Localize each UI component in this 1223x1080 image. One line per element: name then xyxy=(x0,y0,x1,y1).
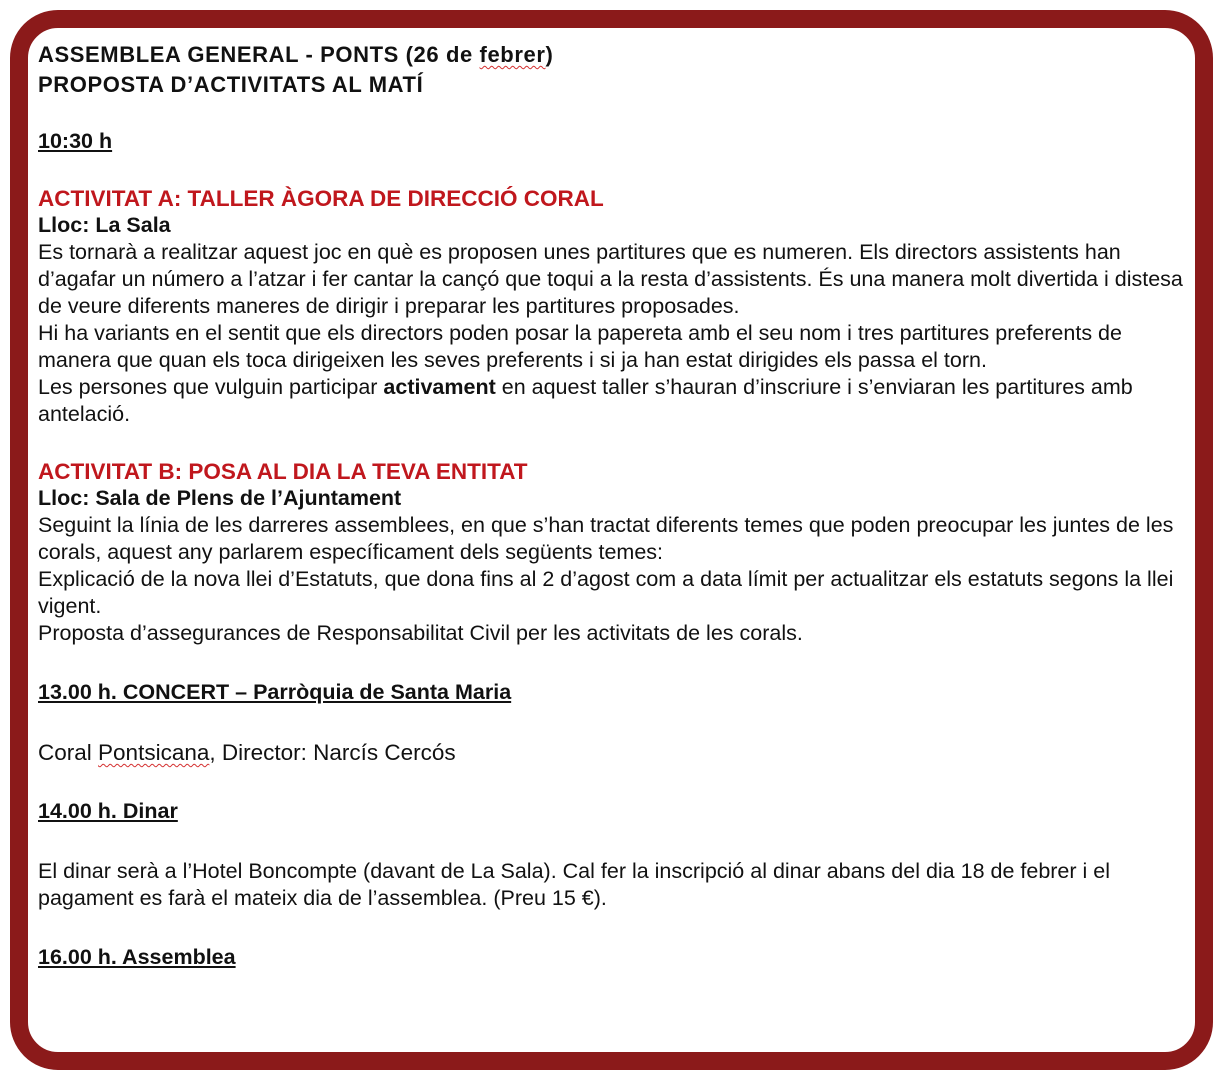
activity-a-paragraph-2: Hi ha variants en el sentit que els directors poden posar la papereta amb el seu nom i tres partitures preferents de manera que quan els toca dirigeixen les seves preferents i si ja han estat dirigides els passa el torn. xyxy=(38,321,1122,372)
activity-a-paragraph-3 xyxy=(38,374,1198,428)
concert-details xyxy=(38,739,1198,766)
concert-director: , Director: Narcís Cercós xyxy=(209,740,456,765)
document-content xyxy=(38,40,1198,971)
document-title xyxy=(38,40,1198,70)
title-suffix: ) xyxy=(545,42,554,67)
activity-b-title: ACTIVITAT B: POSA AL DIA LA TEVA ENTITAT xyxy=(38,459,528,484)
lunch-heading: 14.00 h. Dinar xyxy=(38,799,178,823)
activity-a-place: Lloc: La Sala xyxy=(38,213,171,237)
para3-after: en aquest taller s’hauran d’inscriure i s’enviaran les partitures amb antelació. xyxy=(38,375,1133,426)
activity-b-place: Lloc: Sala de Plens de l’Ajuntament xyxy=(38,486,402,510)
lunch-text: El dinar serà a l’Hotel Boncompte (davant de La Sala). Cal fer la inscripció al dinar abans del dia 18 de febrer i el pagament es farà el mateix dia de l’assemblea. (Preu 15 €). xyxy=(38,859,1111,910)
morning-time: 10:30 h xyxy=(38,129,113,153)
assembly-heading: 16.00 h. Assemblea xyxy=(38,945,236,969)
activity-b-paragraph-1: Seguint la línia de les darreres assemblees, en que s’han tractat diferents temes que poden preocupar les juntes de les corals, aquest any parlarem específicament dels següents temes: xyxy=(38,513,1174,564)
title-prefix: ASSEMBLEA GENERAL - PONTS (26 de xyxy=(38,42,480,67)
concert-heading: 13.00 h. CONCERT – Parròquia de Santa Maria xyxy=(38,680,512,704)
para3-bold: activament xyxy=(383,375,496,399)
choir-prefix: Coral xyxy=(38,740,99,765)
document-subtitle: PROPOSTA D’ACTIVITATS AL MATÍ xyxy=(38,72,424,97)
activity-b-paragraph-2: Explicació de la nova llei d’Estatuts, que dona fins al 2 d’agost com a data límit per actualitzar els estatuts segons la llei vigent. xyxy=(38,567,1174,618)
choir-name: Pontsicana xyxy=(98,740,210,765)
activity-a-paragraph-1: Es tornarà a realitzar aquest joc en què es proposen unes partitures que es numeren. Els directors assistents han d’agafar un número a l’atzar i fer cantar la cançó que toqui a la resta d’assistents. És una manera molt divertida i distesa de veure diferents maneres de dirigir i preparar les partitures proposades. xyxy=(38,240,1183,318)
para3-before: Les persones que vulguin participar xyxy=(38,375,384,399)
activity-b-paragraph-3: Proposta d’assegurances de Responsabilitat Civil per les activitats de les corals. xyxy=(38,621,803,645)
title-month: febrer xyxy=(479,42,546,67)
activity-a-title: ACTIVITAT A: TALLER ÀGORA DE DIRECCIÓ CORAL xyxy=(38,186,604,211)
